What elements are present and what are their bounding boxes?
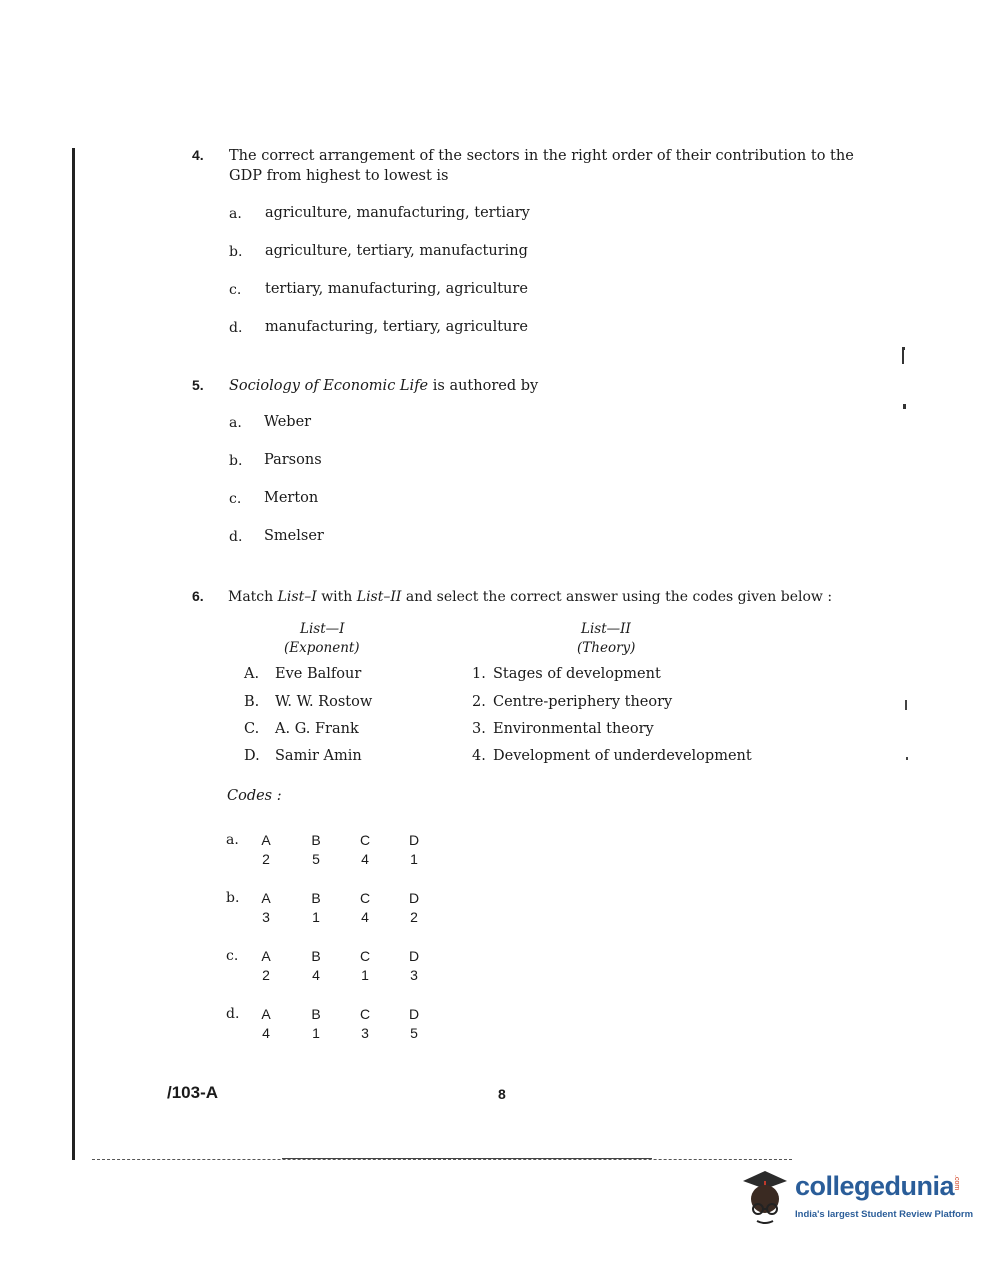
question-6-list2-name: List–II (356, 589, 402, 605)
code-a-value-B: 5 (312, 851, 320, 867)
code-option-b-letter: b. (226, 890, 240, 906)
q5-option-d-text: Smelser (264, 528, 324, 544)
list1-item-b-value: W. W. Rostow (275, 694, 373, 710)
code-c-header-D: D (408, 948, 420, 964)
code-c-value-A: 2 (262, 967, 270, 983)
question-4-text-line2: GDP from highest to lowest is (229, 168, 449, 184)
list1-subheader: (Exponent) (284, 640, 360, 656)
question-6-text-post: and select the correct answer using the codes given below : (401, 589, 833, 605)
code-a-header-D: D (408, 832, 420, 848)
question-6-list1-name: List–I (277, 589, 317, 605)
list2-item-1-key: 1. (472, 666, 486, 682)
code-c-value-B: 4 (312, 967, 320, 983)
code-c-header-B: B (311, 948, 321, 964)
question-6-text-mid: with (316, 589, 357, 605)
list1-header: List—I (300, 621, 345, 637)
code-a-header-B: B (311, 832, 321, 848)
logo-wordmark: collegedunia (795, 1171, 955, 1201)
q5-option-b-letter: b. (229, 453, 243, 469)
q4-option-b-text: agriculture, tertiary, manufacturing (265, 243, 528, 259)
code-b-header-B: B (311, 890, 321, 906)
list1-item-a-value: Eve Balfour (275, 666, 362, 682)
list2-item-1-value: Stages of development (493, 666, 661, 682)
scan-mark (903, 404, 906, 409)
scan-mark (905, 700, 907, 710)
q5-option-a-letter: a. (229, 415, 242, 431)
q4-option-c-letter: c. (229, 282, 242, 298)
code-option-d-letter: d. (226, 1006, 240, 1022)
q5-option-a-text: Weber (264, 414, 312, 430)
page-cut-line (92, 1159, 792, 1160)
paper-code: /103-A (167, 1083, 219, 1102)
scan-mark (906, 757, 908, 760)
code-option-a-letter: a. (226, 832, 239, 848)
list1-item-a-key: A. (244, 666, 260, 682)
q5-option-c-letter: c. (229, 491, 242, 507)
code-c-header-A: A (261, 948, 271, 964)
code-b-value-B: 1 (312, 909, 320, 925)
code-option-c-letter: c. (226, 948, 239, 964)
question-6-text-pre: Match (228, 589, 278, 605)
q4-option-d-letter: d. (229, 320, 243, 336)
code-b-value-A: 3 (262, 909, 270, 925)
code-b-header-A: A (261, 890, 271, 906)
code-b-value-D: 2 (410, 909, 418, 925)
code-d-value-A: 4 (262, 1025, 270, 1041)
code-a-value-A: 2 (262, 851, 270, 867)
list1-item-d-value: Samir Amin (275, 748, 362, 764)
question-4-number: 4. (192, 147, 204, 163)
q5-option-b-text: Parsons (264, 452, 322, 468)
question-5-text-rest: is authored by (428, 378, 539, 394)
page-cut-line-solid (282, 1158, 652, 1159)
codes-label: Codes : (227, 788, 282, 804)
code-d-value-C: 3 (361, 1025, 369, 1041)
q4-option-b-letter: b. (229, 244, 243, 260)
code-c-value-D: 3 (410, 967, 418, 983)
list1-item-c-key: C. (244, 721, 260, 737)
code-d-header-B: B (311, 1006, 321, 1022)
code-d-header-A: A (261, 1006, 271, 1022)
graduate-mascot-icon (735, 1167, 795, 1227)
list2-item-2-value: Centre-periphery theory (493, 694, 673, 710)
page-number: 8 (498, 1086, 506, 1102)
q4-option-d-text: manufacturing, tertiary, agriculture (265, 319, 528, 335)
code-b-header-D: D (408, 890, 420, 906)
scan-mark (902, 347, 905, 350)
question-5-number: 5. (192, 377, 204, 393)
code-d-header-C: C (359, 1006, 371, 1022)
list2-item-3-key: 3. (472, 721, 486, 737)
q5-option-d-letter: d. (229, 529, 243, 545)
list2-subheader: (Theory) (577, 640, 636, 656)
q4-option-a-letter: a. (229, 206, 242, 222)
question-4-text (229, 146, 854, 186)
code-a-header-A: A (261, 832, 271, 848)
logo-tagline: India's largest Student Review Platform (795, 1209, 974, 1220)
page-margin-rule (72, 148, 75, 1160)
code-a-value-C: 4 (361, 851, 369, 867)
code-a-value-D: 1 (410, 851, 418, 867)
question-6-number: 6. (192, 588, 204, 604)
code-c-value-C: 1 (361, 967, 369, 983)
list2-item-3-value: Environmental theory (493, 721, 654, 737)
list1-item-b-key: B. (244, 694, 260, 710)
collegedunia-logo[interactable] (735, 1165, 974, 1235)
list2-item-2-key: 2. (472, 694, 486, 710)
q5-option-c-text: Merton (264, 490, 319, 506)
code-b-header-C: C (359, 890, 371, 906)
question-6-text (228, 587, 832, 607)
list2-item-4-value: Development of underdevelopment (493, 748, 752, 764)
code-d-header-D: D (408, 1006, 420, 1022)
list1-item-c-value: A. G. Frank (275, 721, 359, 737)
question-5-book-title: Sociology of Economic Life (229, 378, 429, 394)
code-a-header-C: C (359, 832, 371, 848)
question-4-text-line1: The correct arrangement of the sectors in the right order of their contribution to the (229, 148, 854, 164)
logo-suffix: .com (953, 1175, 960, 1191)
code-b-value-C: 4 (361, 909, 369, 925)
question-5-text (229, 376, 538, 396)
code-d-value-D: 5 (410, 1025, 418, 1041)
code-c-header-C: C (359, 948, 371, 964)
q4-option-c-text: tertiary, manufacturing, agriculture (265, 281, 528, 297)
list2-header: List—II (581, 621, 631, 637)
scan-mark (902, 350, 904, 364)
code-d-value-B: 1 (312, 1025, 320, 1041)
list1-item-d-key: D. (244, 748, 260, 764)
list2-item-4-key: 4. (472, 748, 486, 764)
q4-option-a-text: agriculture, manufacturing, tertiary (265, 205, 530, 221)
